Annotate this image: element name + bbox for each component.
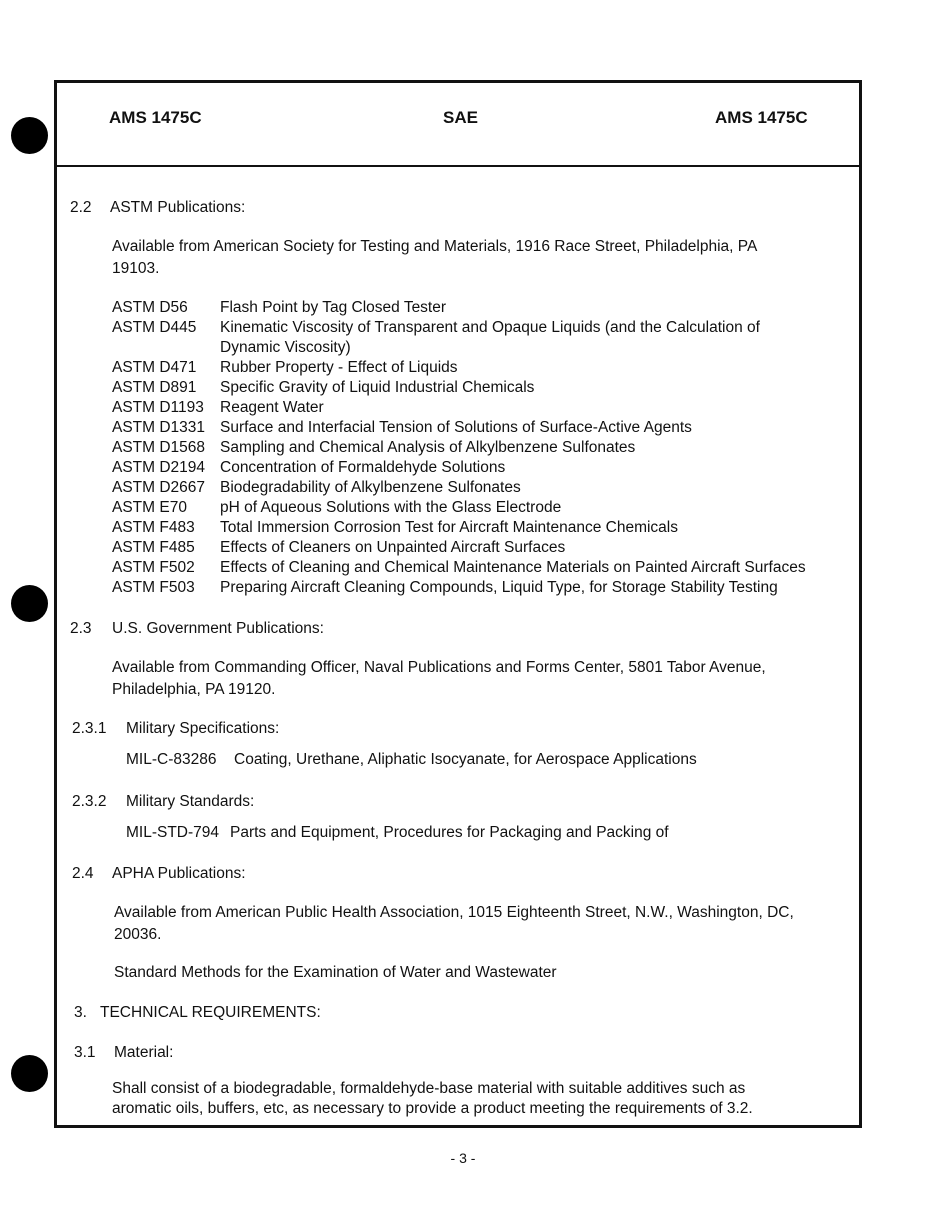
section-title: Material: <box>114 1044 174 1061</box>
reference-title: Reagent Water <box>220 399 324 416</box>
section-number: 3. <box>74 1004 87 1021</box>
section-number: 2.3 <box>70 620 92 637</box>
reference-title: Kinematic Viscosity of Transparent and Opaque Liquids (and the Calculation of <box>220 319 760 336</box>
reference-code: ASTM D2194 <box>112 459 206 476</box>
reference-code: ASTM F485 <box>112 539 195 556</box>
reference-code: ASTM F503 <box>112 579 195 596</box>
reference-title: Sampling and Chemical Analysis of Alkylbenzene Sulfonates <box>220 439 636 456</box>
section-number: 2.3.2 <box>72 793 107 810</box>
section-title: TECHNICAL REQUIREMENTS: <box>100 1004 321 1021</box>
reference-code: ASTM D445 <box>112 319 197 336</box>
reference-title: Effects of Cleaning and Chemical Maintenance Materials on Painted Aircraft Surfaces <box>220 559 806 576</box>
reference-title: Coating, Urethane, Aliphatic Isocyanate, for Aerospace Applications <box>234 751 697 768</box>
reference-title: Biodegradability of Alkylbenzene Sulfonates <box>220 479 521 496</box>
reference-code: ASTM D2667 <box>112 479 206 496</box>
reference-code: ASTM F502 <box>112 559 195 576</box>
paragraph-line: aromatic oils, buffers, etc, as necessary to provide a product meeting the requirements of 3.2. <box>112 1100 753 1117</box>
reference-code: MIL-STD-794 <box>126 824 220 841</box>
standard-reference: Standard Methods for the Examination of Water and Wastewater <box>114 964 557 981</box>
reference-title: Parts and Equipment, Procedures for Packaging and Packing of <box>230 824 669 841</box>
reference-code: ASTM F483 <box>112 519 195 536</box>
punch-hole-middle <box>11 585 48 622</box>
reference-code: ASTM D56 <box>112 299 188 316</box>
reference-title: Specific Gravity of Liquid Industrial Chemicals <box>220 379 535 396</box>
reference-title: Surface and Interfacial Tension of Solutions of Surface-Active Agents <box>220 419 692 436</box>
reference-code: ASTM D891 <box>112 379 197 396</box>
section-number: 2.2 <box>70 199 92 216</box>
reference-code: ASTM D1568 <box>112 439 206 456</box>
reference-code: ASTM D471 <box>112 359 197 376</box>
header-org: SAE <box>443 108 478 127</box>
header-doc-number-right: AMS 1475C <box>715 108 808 127</box>
section-title: ASTM Publications: <box>110 199 246 216</box>
reference-code: ASTM D1193 <box>112 399 204 416</box>
document-frame <box>54 80 862 1128</box>
reference-title-continued: Dynamic Viscosity) <box>220 339 351 356</box>
availability-line: 20036. <box>114 926 162 943</box>
section-title: Military Specifications: <box>126 720 280 737</box>
reference-title: Flash Point by Tag Closed Tester <box>220 299 447 316</box>
section-title: U.S. Government Publications: <box>112 620 324 637</box>
paragraph-line: Shall consist of a biodegradable, formaldehyde-base material with suitable additives such as <box>112 1080 746 1097</box>
availability-line: Philadelphia, PA 19120. <box>112 681 276 698</box>
punch-hole-top <box>11 117 48 154</box>
punch-hole-bottom <box>11 1055 48 1092</box>
reference-title: Effects of Cleaners on Unpainted Aircraft Surfaces <box>220 539 566 556</box>
reference-title: Rubber Property - Effect of Liquids <box>220 359 458 376</box>
availability-line: Available from Commanding Officer, Naval Publications and Forms Center, 5801 Tabor Avenue, <box>112 659 766 676</box>
header-doc-number-left: AMS 1475C <box>109 108 202 127</box>
reference-title: Total Immersion Corrosion Test for Aircraft Maintenance Chemicals <box>220 519 678 536</box>
section-number: 3.1 <box>74 1044 96 1061</box>
reference-code: MIL-C-83286 <box>126 751 217 768</box>
section-number: 2.4 <box>72 865 94 882</box>
availability-line: Available from American Public Health Association, 1015 Eighteenth Street, N.W., Washington, DC, <box>114 904 794 921</box>
header-divider <box>57 165 859 167</box>
reference-title: Preparing Aircraft Cleaning Compounds, Liquid Type, for Storage Stability Testing <box>220 579 778 596</box>
availability-line: Available from American Society for Testing and Materials, 1916 Race Street, Philadelphia, PA <box>112 238 758 255</box>
reference-code: ASTM E70 <box>112 499 187 516</box>
section-title: Military Standards: <box>126 793 255 810</box>
section-title: APHA Publications: <box>112 865 246 882</box>
availability-line: 19103. <box>112 260 160 277</box>
reference-title: Concentration of Formaldehyde Solutions <box>220 459 506 476</box>
page-number: - 3 - <box>450 1150 476 1166</box>
section-number: 2.3.1 <box>72 720 107 737</box>
reference-code: ASTM D1331 <box>112 419 206 436</box>
reference-title: pH of Aqueous Solutions with the Glass Electrode <box>220 499 562 516</box>
